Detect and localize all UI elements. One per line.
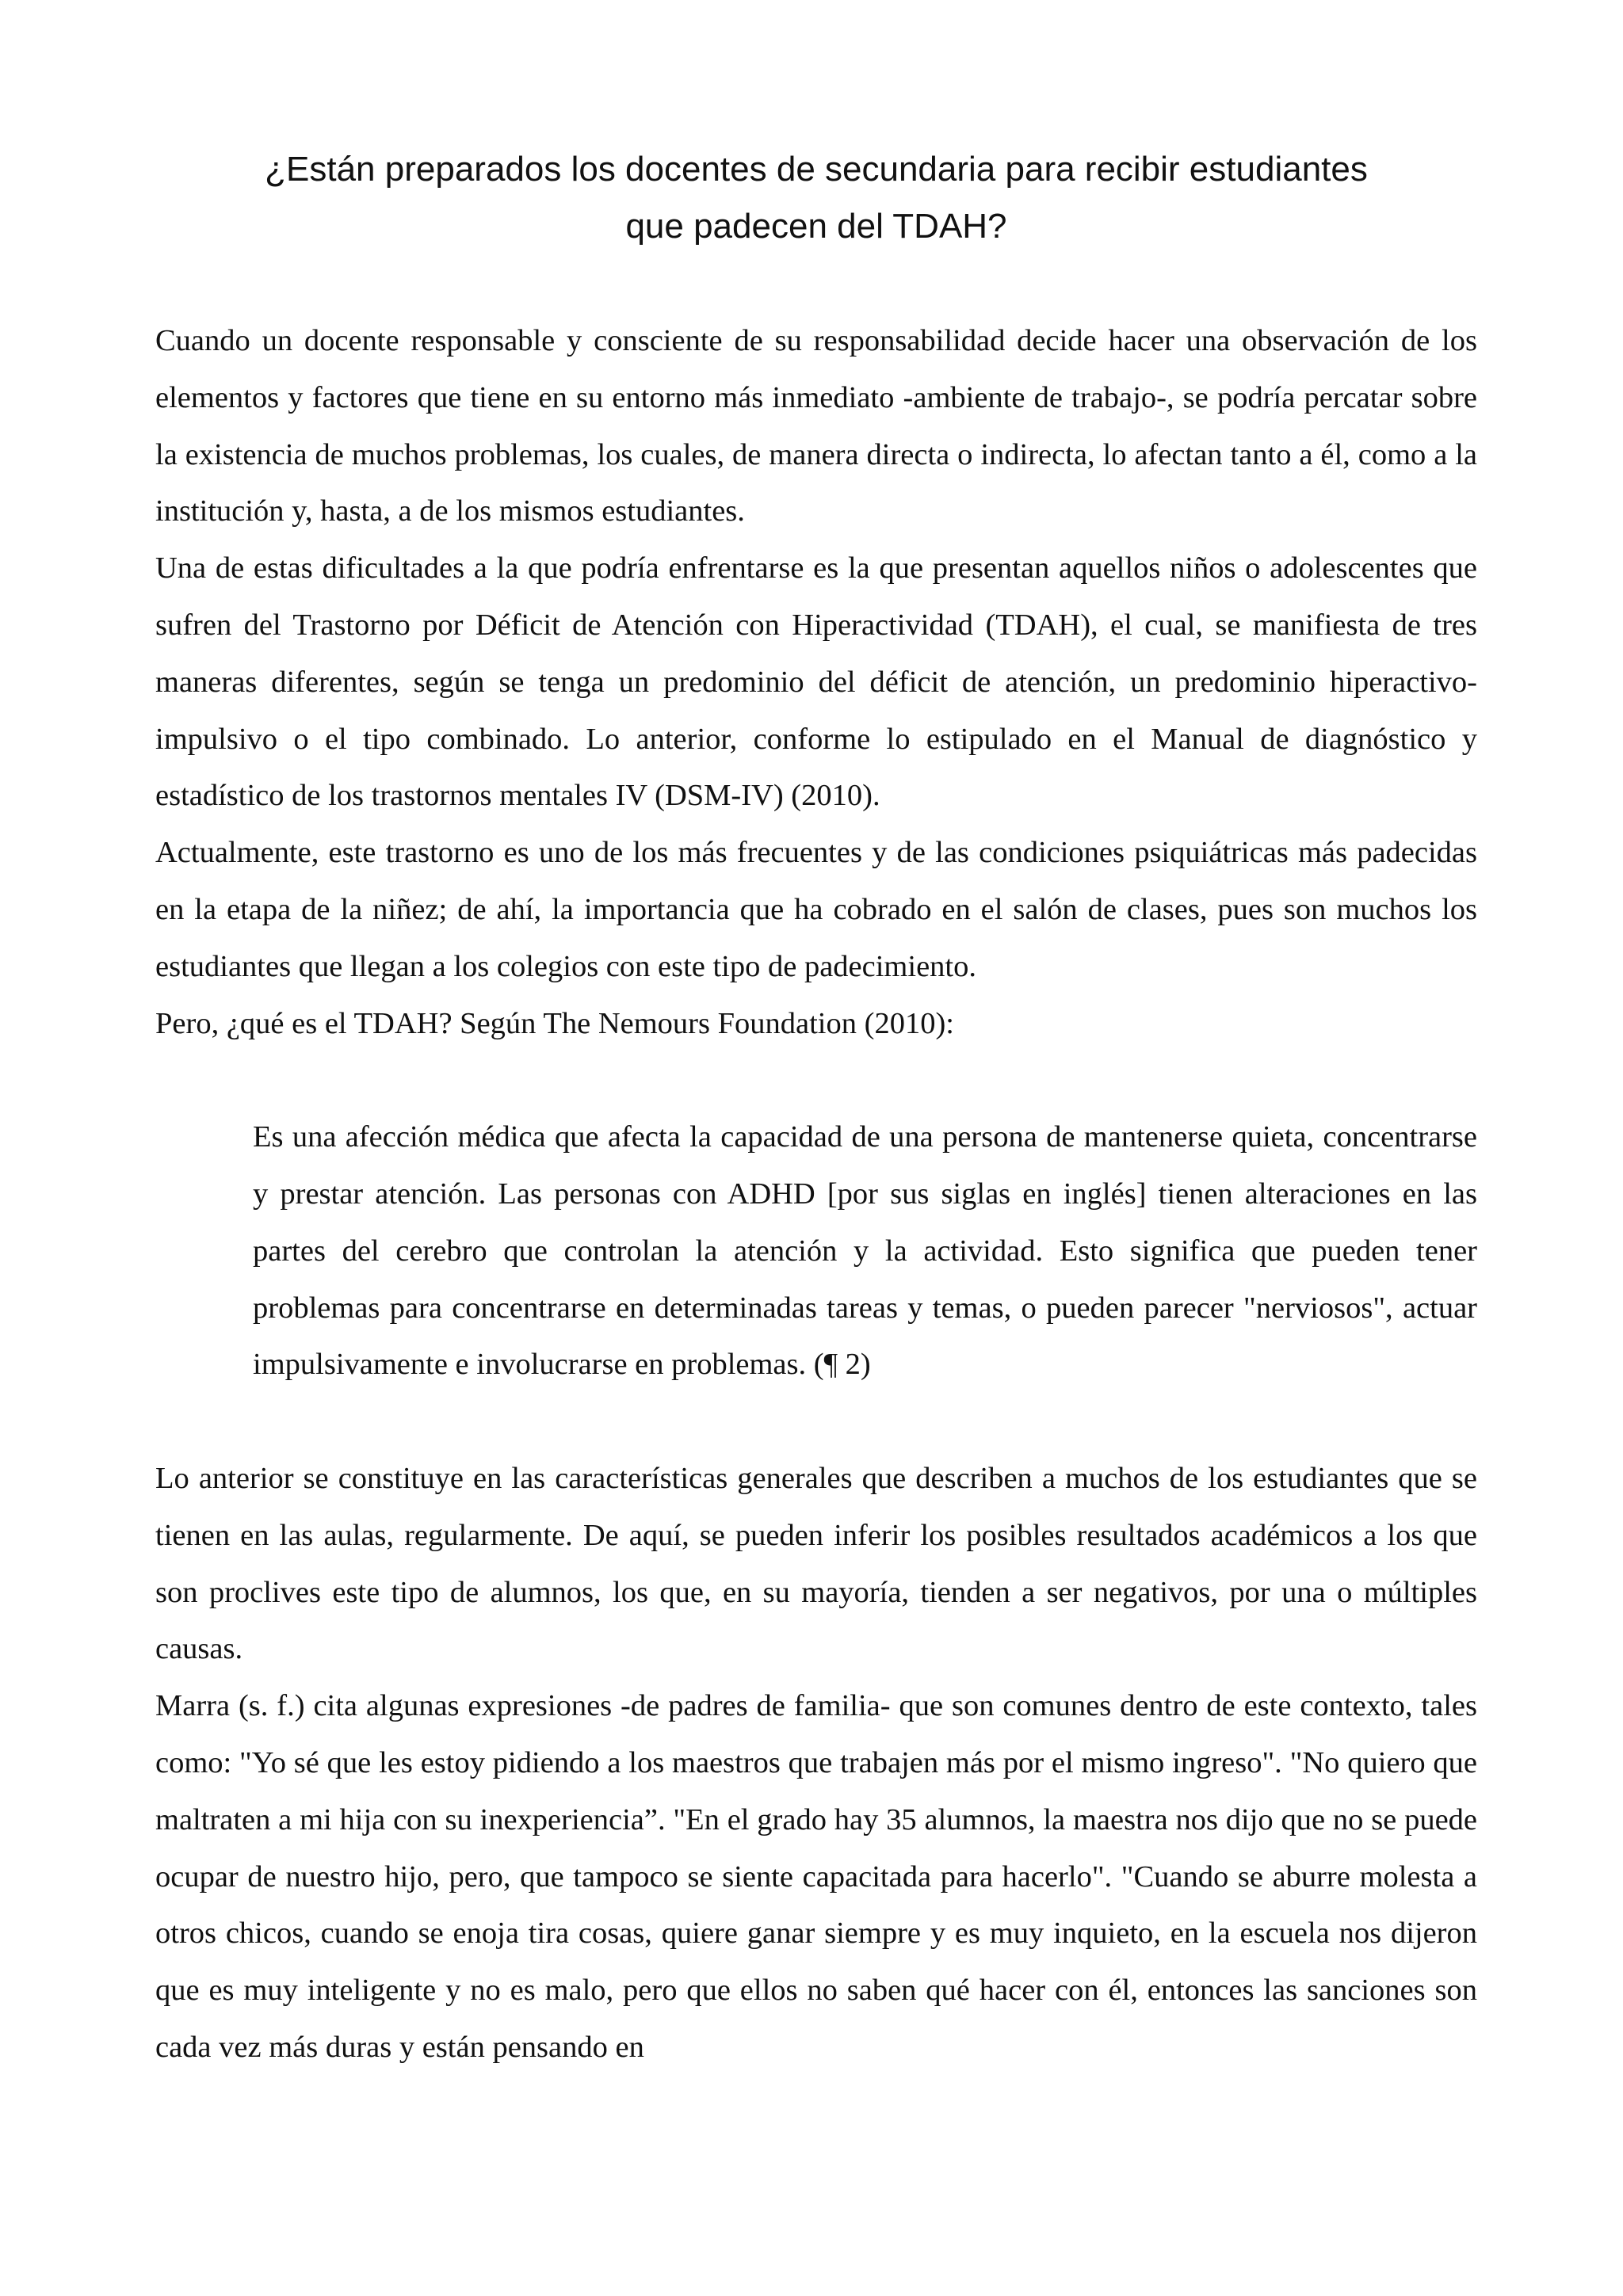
- paragraph-characteristics: Lo anterior se constituye en las características generales que describen a muchos de los estudiantes que se tienen en las aulas, regularmente. De aquí, se pueden inferir los posibles resultados académicos a los que son proclives este tipo de alumnos, los que, en su mayoría, tienden a ser negativos, por una o múltiples causas.: [155, 1461, 1477, 1666]
- paragraph-tdah-types: Una de estas dificultades a la que podría enfrentarse es la que presentan aquellos niños o adolescentes que sufren del Trastorno por Déficit de Atención con Hiperactividad (TDAH), el cual, se manifiesta de tres maneras diferentes, según se tenga un predominio del déficit de atención, un predominio hiperactivo-impulsivo o el tipo combinado. Lo anterior, conforme lo estipulado en el Manual de diagnóstico y estadístico de los trastornos mentales IV (DSM-IV) (2010).: [155, 551, 1477, 813]
- spacer: [155, 1052, 1477, 1109]
- paragraph-frequency: Actualmente, este trastorno es uno de los más frecuentes y de las condiciones psiquiátricas más padecidas en la etapa de la niñez; de ahí, la importancia que ha cobrado en el salón de clases, pues son muchos los estudiantes que llegan a los colegios con este tipo de padecimiento.: [155, 836, 1477, 983]
- document-body: [155, 313, 1477, 2077]
- paragraph-intro: Cuando un docente responsable y consciente de su responsabilidad decide hacer una observación de los elementos y factores que tiene en su entorno más inmediato -ambiente de trabajo-, se podría percatar sobre la existencia de muchos problemas, los cuales, de manera directa o indirecta, lo afectan tanto a él, como a la institución y, hasta, a de los mismos estudiantes.: [155, 324, 1477, 528]
- title-line-2: que padecen del TDAH?: [625, 207, 1007, 246]
- paragraph-marra-quotes: Marra (s. f.) cita algunas expresiones -de padres de familia- que son comunes dentro de este contexto, tales como: "Yo sé que les estoy pidiendo a los maestros que trabajen más por el mismo ingreso". "No quiero que maltraten a mi hija con su inexperiencia”. "En el grado hay 35 alumnos, la maestra nos dijo que no se puede ocupar de nuestro hijo, pero, que tampoco se siente capacitada para hacerlo". "Cuando se aburre molesta a otros chicos, cuando se enoja tira cosas, quiere ganar siempre y es muy inquieto, en la escuela nos dijeron que es muy inteligente y no es malo, pero que ellos no saben qué hacer con él, entonces las sanciones son cada vez más duras y están pensando en: [155, 1689, 1477, 2064]
- paragraph-question: Pero, ¿qué es el TDAH? Según The Nemours Foundation (2010):: [155, 1006, 954, 1040]
- block-quote: Es una afección médica que afecta la capacidad de una persona de mantenerse quieta, concentrarse y prestar atención. Las personas con ADHD [por sus siglas en inglés] tienen alteraciones en las partes del cerebro que controlan la atención y la actividad. Esto significa que pueden tener problemas para concentrarse en determinadas tareas y temas, o pueden parecer "nerviosos", actuar impulsivamente e involucrarse en problemas. (¶ 2): [253, 1120, 1477, 1382]
- title-line-1: ¿Están preparados los docentes de secundaria para recibir estudiantes: [265, 150, 1368, 189]
- document-title: [158, 141, 1474, 255]
- spacer: [155, 1394, 1477, 1451]
